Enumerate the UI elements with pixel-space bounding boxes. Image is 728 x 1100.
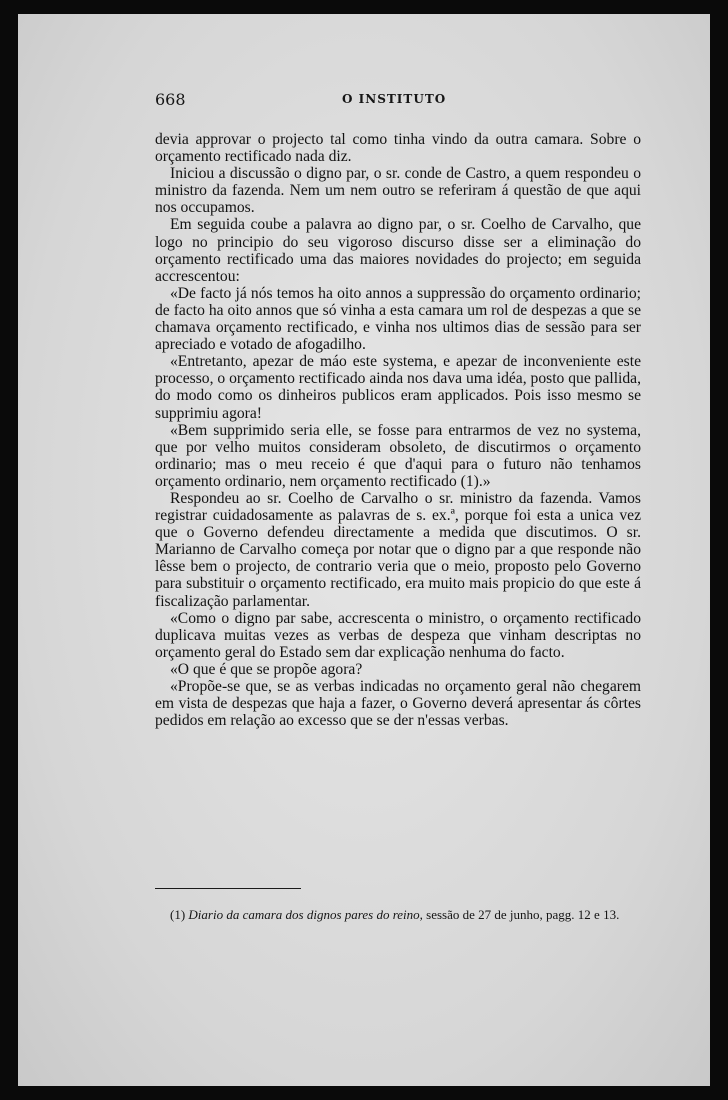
footnote-marker: (1)	[170, 907, 186, 922]
paragraph: «O que é que se propõe agora?	[170, 660, 363, 678]
footnote-divider	[155, 888, 301, 889]
document-page	[18, 14, 710, 1086]
paragraph: Respondeu ao sr. Coelho de Carvalho o sr. ministro da fazenda. Vamos registrar cuidadosamente as palavras de s. ex.ª, porque foi esta a unica vez que o Governo defendeu directamente a medida que discutimos. O sr. Marianno de Carvalho começa por notar que o digno par a que responde não lêsse bem o projecto, de contrario veria que o meio, proposto pelo Governo para substituir o orçamento rectificado, era muito mais propicio do que este á fiscalização parlamentar.	[155, 489, 641, 610]
paragraph: «Entretanto, apezar de máo este systema, e apezar de inconveniente este processo, o orçamento rectificado ainda nos dava uma idéa, posto que pallida, do modo como os dinheiros publicos eram applicados. Pois isso mesmo se supprimiu agora!	[155, 353, 641, 422]
paragraph: «Como o digno par sabe, accrescenta o ministro, o orçamento rectificado duplicava muitas vezes as verbas de despeza que vinham descriptas no orçamento geral do Estado sem dar explicação nenhuma do facto.	[155, 609, 641, 661]
running-title: O INSTITUTO	[342, 92, 447, 106]
paragraph: «Bem supprimido seria elle, se fosse para entrarmos de vez no systema, que por velho muitos consideram obsoleto, de discutirmos o orçamento ordinario; mas o meu receio é que d'aqui para o futuro não tenhamos orçamento ordinario, nem orçamento rectificado (1).»	[155, 421, 641, 490]
footnote-source-title: Diario da camara dos dignos pares do reino,	[188, 907, 423, 922]
paragraph: Iniciou a discussão o digno par, o sr. conde de Castro, a quem respondeu o ministro da fazenda. Nem um nem outro se referiram á questão de que aqui nos occupamos.	[155, 165, 641, 217]
paragraph: devia approvar o projecto tal como tinha vindo da outra camara. Sobre o orçamento rectificado nada diz.	[155, 131, 641, 166]
paragraph: Em seguida coube a palavra ao digno par, o sr. Coelho de Carvalho, que logo no principio do seu vigoroso discurso disse ser a eliminação do orçamento rectificado uma das maiores novidades do projecto; em seguida accrescentou:	[155, 216, 641, 285]
body-text	[155, 131, 641, 729]
footnote	[155, 907, 641, 923]
page-number: 668	[155, 90, 186, 109]
page-header	[155, 90, 643, 116]
paragraph: «Propõe-se que, se as verbas indicadas no orçamento geral não chegarem em vista de despezas que haja a fazer, o Governo deverá apresentar ás côrtes pedidos em relação ao excesso que se der n'essas verbas.	[155, 678, 641, 730]
paragraph: «De facto já nós temos ha oito annos a suppressão do orçamento ordinario; de facto ha oito annos que só vinha a esta camara um rol de despezas a que se chamava orçamento rectificado, e vinha nos ultimos dias de sessão para ser apreciado e votado de afogadilho.	[155, 284, 641, 354]
footnote-details: sessão de 27 de junho, pagg. 12 e 13.	[426, 907, 620, 922]
